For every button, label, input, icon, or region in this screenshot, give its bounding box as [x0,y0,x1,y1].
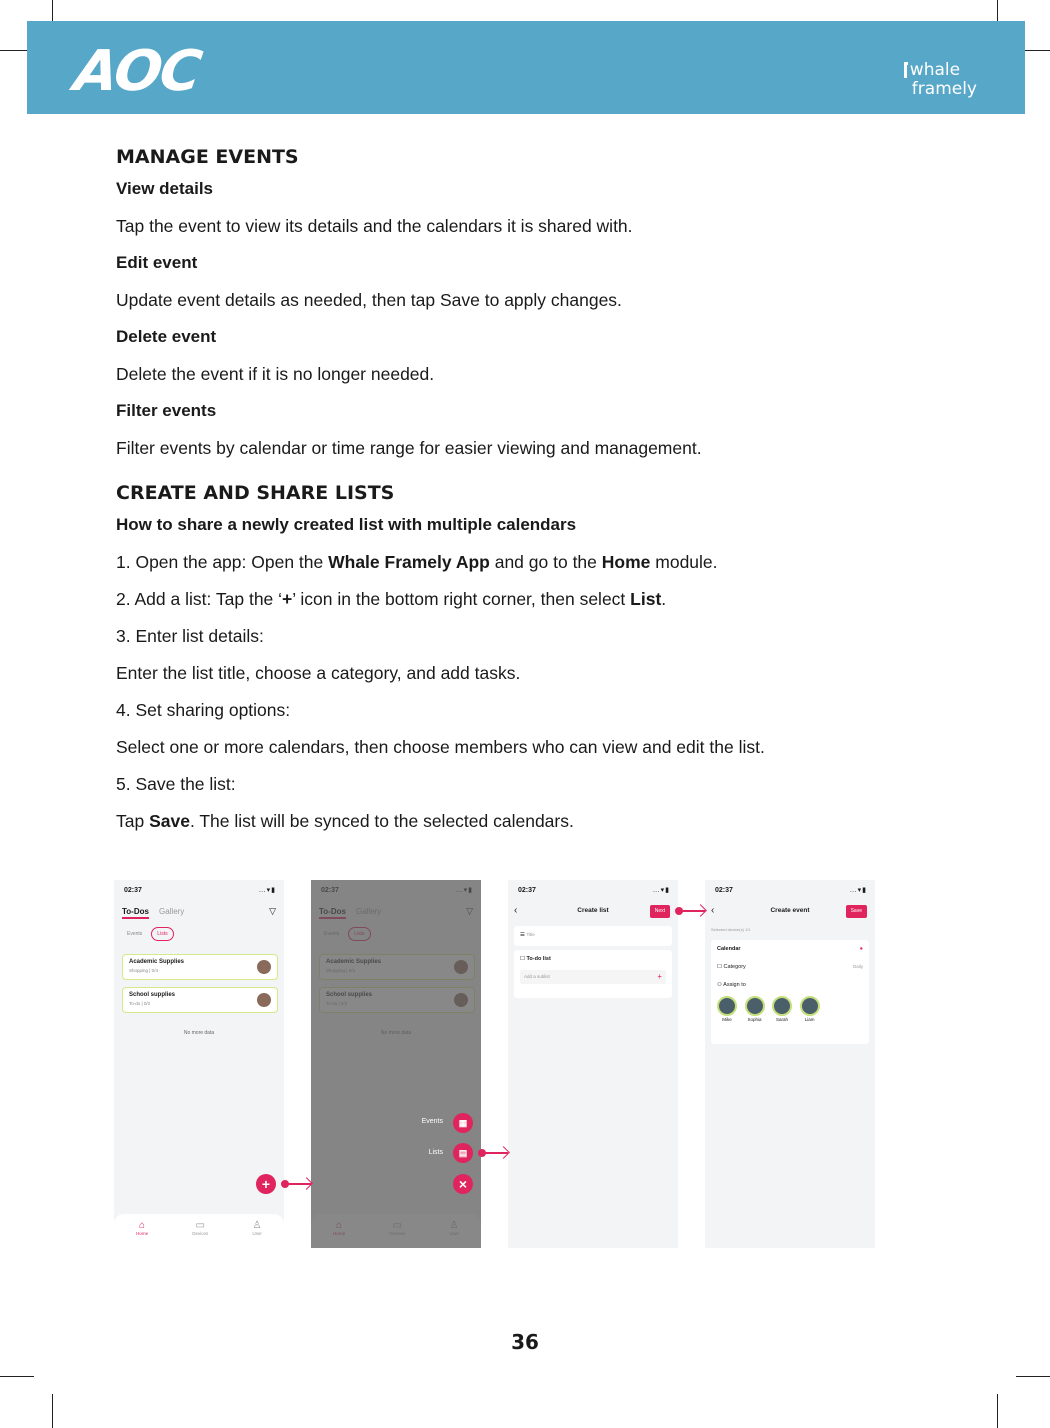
create-event-header [705,904,875,918]
step-2: 2. Add a list: Tap the ‘+’ icon in the bottom right corner, then select List. [116,589,667,609]
home-icon: ⌂ [139,1220,146,1231]
arrow-connector [481,1152,508,1154]
app-screenshots [0,880,1050,1250]
member[interactable]: Sophia [745,996,765,1022]
filter-icon[interactable]: ▽ [269,906,276,916]
card-subtitle: To-do | 0/2 [129,1001,151,1006]
calendar-icon[interactable]: ▦ [453,1113,473,1133]
whale-framely-logo [904,61,977,99]
member[interactable]: Sarah [772,996,792,1022]
step-4: 4. Set sharing options: [116,700,291,720]
people-icon: ⚇ [717,982,724,988]
chip-events[interactable]: Events [127,931,143,937]
step-5-detail: Tap Save. The list will be synced to the selected calendars. [116,811,574,831]
member-list [717,996,863,1023]
phone-screen-create-event [705,880,875,1248]
card-title: Academic Supplies [129,959,185,965]
tab-todos[interactable]: To-Dos [122,907,149,919]
check-icon: ● [859,946,863,952]
avatar [745,996,765,1016]
back-icon[interactable]: ‹ [514,905,518,916]
list-card[interactable] [122,954,278,980]
status-time: 02:37 [518,887,536,894]
avatar [257,960,271,974]
page-number: 36 [511,1330,539,1354]
page-title: Create list [577,907,609,914]
para-edit-event: Update event details as needed, then tap Save to apply changes. [116,290,622,310]
lines-icon: ☰ [520,932,527,938]
tab-gallery[interactable]: Gallery [158,907,185,916]
step-1: 1. Open the app: Open the Whale Framely App and go to the Home module. [116,552,718,572]
crop-mark [0,1376,34,1377]
section-title-create-lists: CREATE AND SHARE LISTS [116,482,395,504]
phone-screen-create-list [508,880,678,1248]
menu-events-label[interactable]: Events [421,1118,443,1125]
user-icon: ♙ [252,1220,262,1231]
avatar [717,996,737,1016]
status-icons: …▾▮ [258,887,276,894]
crop-mark [997,1394,998,1428]
dim-overlay [311,880,481,1248]
category-row[interactable]: ☐ Category Daily [717,964,863,970]
status-icons: …▾▮ [849,887,867,894]
nav-user[interactable]: ♙ User [252,1220,262,1236]
step-4-detail: Select one or more calendars, then choose members who can view and edit the list. [116,737,765,757]
phone-screen-todos [114,880,284,1248]
heading-delete-event: Delete event [116,327,217,346]
create-list-header [508,904,678,918]
phone-screen-fab-menu [311,880,481,1248]
assign-row: ⚇ Assign to [717,982,746,988]
logo-line-1: whale [909,60,961,80]
avatar [772,996,792,1016]
arrow-connector [284,1183,311,1185]
nav-home[interactable]: ⌂ Home [136,1220,149,1236]
member[interactable]: Liam [800,996,820,1022]
para-view-details: Tap the event to view its details and the calendars it is shared with. [116,216,633,236]
status-time: 02:37 [715,887,733,894]
status-icons: …▾▮ [652,887,670,894]
step-3-detail: Enter the list title, choose a category, and add tasks. [116,663,521,683]
title-field[interactable]: ☰ Title [514,926,672,946]
avatar [800,996,820,1016]
category-icon: ☐ [717,964,724,970]
plus-icon[interactable]: + [657,972,662,981]
no-more-data: No more data [183,1030,215,1036]
checkbox-icon: ☐ [520,956,527,962]
page-title: Create event [770,907,810,914]
devices-icon: ▭ [195,1220,205,1231]
member[interactable]: Mike [717,996,737,1022]
todo-list-label: ☐ To-do list [520,956,551,962]
para-filter-events: Filter events by calendar or time range for easier viewing and management. [116,438,702,458]
bottom-nav [114,1214,284,1248]
crop-mark [1016,1376,1050,1377]
whale-logo-mark-icon [904,62,908,78]
step-3: 3. Enter list details: [116,626,264,646]
para-delete-event: Delete the event if it is no longer needed. [116,364,435,384]
next-button[interactable]: Next [650,905,670,918]
add-fab-button[interactable]: + [256,1174,276,1194]
manual-content [116,144,936,843]
todo-tabs [122,907,184,916]
todo-list-section [514,950,672,998]
event-form [711,940,869,1044]
arrow-connector [678,910,705,912]
card-subtitle: Shopping | 0/4 [129,968,158,973]
nav-devices[interactable]: ▭ Devices [192,1220,209,1236]
heading-edit-event: Edit event [116,253,198,272]
selected-devices: Selected device(s) 1/1 [711,927,751,932]
aoc-logo: AOC [70,39,204,104]
list-card[interactable] [122,987,278,1013]
avatar [257,993,271,1007]
add-sublist-row[interactable]: Add a sublist + [520,970,666,984]
chip-row [122,927,174,941]
heading-view-details: View details [116,179,214,198]
calendar-row[interactable]: Calendar ● [717,946,863,952]
heading-share-list: How to share a newly created list with multiple calendars [116,515,577,534]
header-band [27,21,1025,114]
crop-mark [52,1394,53,1428]
card-title: School supplies [129,992,176,998]
section-title-manage-events: MANAGE EVENTS [116,146,299,168]
step-5: 5. Save the list: [116,774,236,794]
list-icon[interactable]: ▤ [453,1143,473,1163]
chip-lists[interactable]: Lists [151,927,173,941]
close-fab-button[interactable]: × [453,1174,473,1194]
status-time: 02:37 [124,887,142,894]
logo-line-2: framely [911,79,977,99]
menu-lists-label[interactable]: Lists [428,1149,443,1156]
save-button[interactable]: Save [846,905,867,918]
heading-filter-events: Filter events [116,401,217,420]
back-icon[interactable]: ‹ [711,905,715,916]
